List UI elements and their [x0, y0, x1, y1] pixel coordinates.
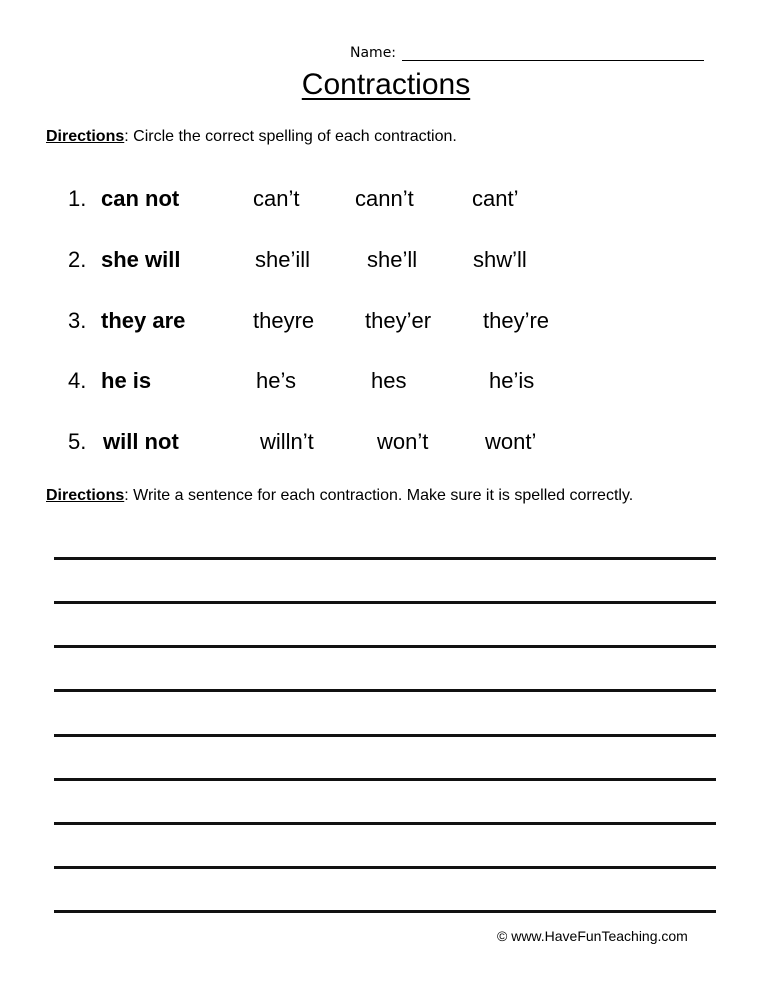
name-input-line[interactable]: [402, 44, 704, 61]
item-phrase: he is: [101, 368, 152, 393]
item-phrase: will not: [103, 429, 179, 454]
writing-line-3[interactable]: [54, 645, 716, 648]
directions-label: Directions: [46, 487, 125, 504]
name-field[interactable]: [350, 44, 704, 61]
item-phrase: she will: [101, 247, 181, 272]
option-c[interactable]: shw’ll: [473, 247, 527, 272]
directions-label: Directions: [46, 128, 125, 145]
option-c[interactable]: cant’: [472, 186, 519, 211]
item-number: 2.: [68, 247, 87, 272]
item-phrase: can not: [101, 186, 180, 211]
option-a[interactable]: he’s: [256, 368, 296, 393]
option-b[interactable]: they’er: [365, 308, 432, 333]
writing-line-7[interactable]: [54, 822, 716, 825]
option-a[interactable]: theyre: [253, 308, 315, 333]
option-b[interactable]: she’ll: [367, 247, 418, 272]
writing-line-6[interactable]: [54, 778, 716, 781]
directions-text: : Write a sentence for each contraction. Make sure it is spelled correctly.: [124, 487, 634, 504]
contraction-item-4: [68, 368, 668, 398]
directions-write: [46, 487, 633, 505]
writing-line-1[interactable]: [54, 557, 716, 560]
option-a[interactable]: willn’t: [260, 429, 314, 454]
option-a[interactable]: can’t: [253, 186, 300, 211]
option-b[interactable]: won’t: [377, 429, 429, 454]
name-label: Name:: [350, 45, 397, 61]
option-c[interactable]: they’re: [483, 308, 550, 333]
writing-line-2[interactable]: [54, 601, 716, 604]
directions-text: : Circle the correct spelling of each contraction.: [124, 128, 457, 145]
page-title: [0, 68, 772, 102]
item-number: 1.: [68, 186, 87, 211]
contraction-item-3: [68, 308, 668, 338]
option-c[interactable]: he’is: [489, 368, 535, 393]
option-b[interactable]: cann’t: [355, 186, 414, 211]
item-number: 3.: [68, 308, 87, 333]
contraction-item-2: [68, 247, 668, 277]
option-b[interactable]: hes: [371, 368, 407, 393]
option-a[interactable]: she’ill: [255, 247, 311, 272]
item-number: 4.: [68, 368, 87, 393]
writing-line-8[interactable]: [54, 866, 716, 869]
writing-line-9[interactable]: [54, 910, 716, 913]
writing-line-5[interactable]: [54, 734, 716, 737]
item-phrase: they are: [101, 308, 186, 333]
copyright-footer: © www.HaveFunTeaching.com: [497, 928, 688, 944]
item-number: 5.: [68, 429, 87, 454]
contraction-item-1: [68, 186, 668, 216]
writing-line-4[interactable]: [54, 689, 716, 692]
directions-circle: [46, 128, 457, 146]
option-c[interactable]: wont’: [485, 429, 537, 454]
title-text: Contractions: [301, 68, 471, 101]
contraction-item-5: [68, 429, 668, 459]
